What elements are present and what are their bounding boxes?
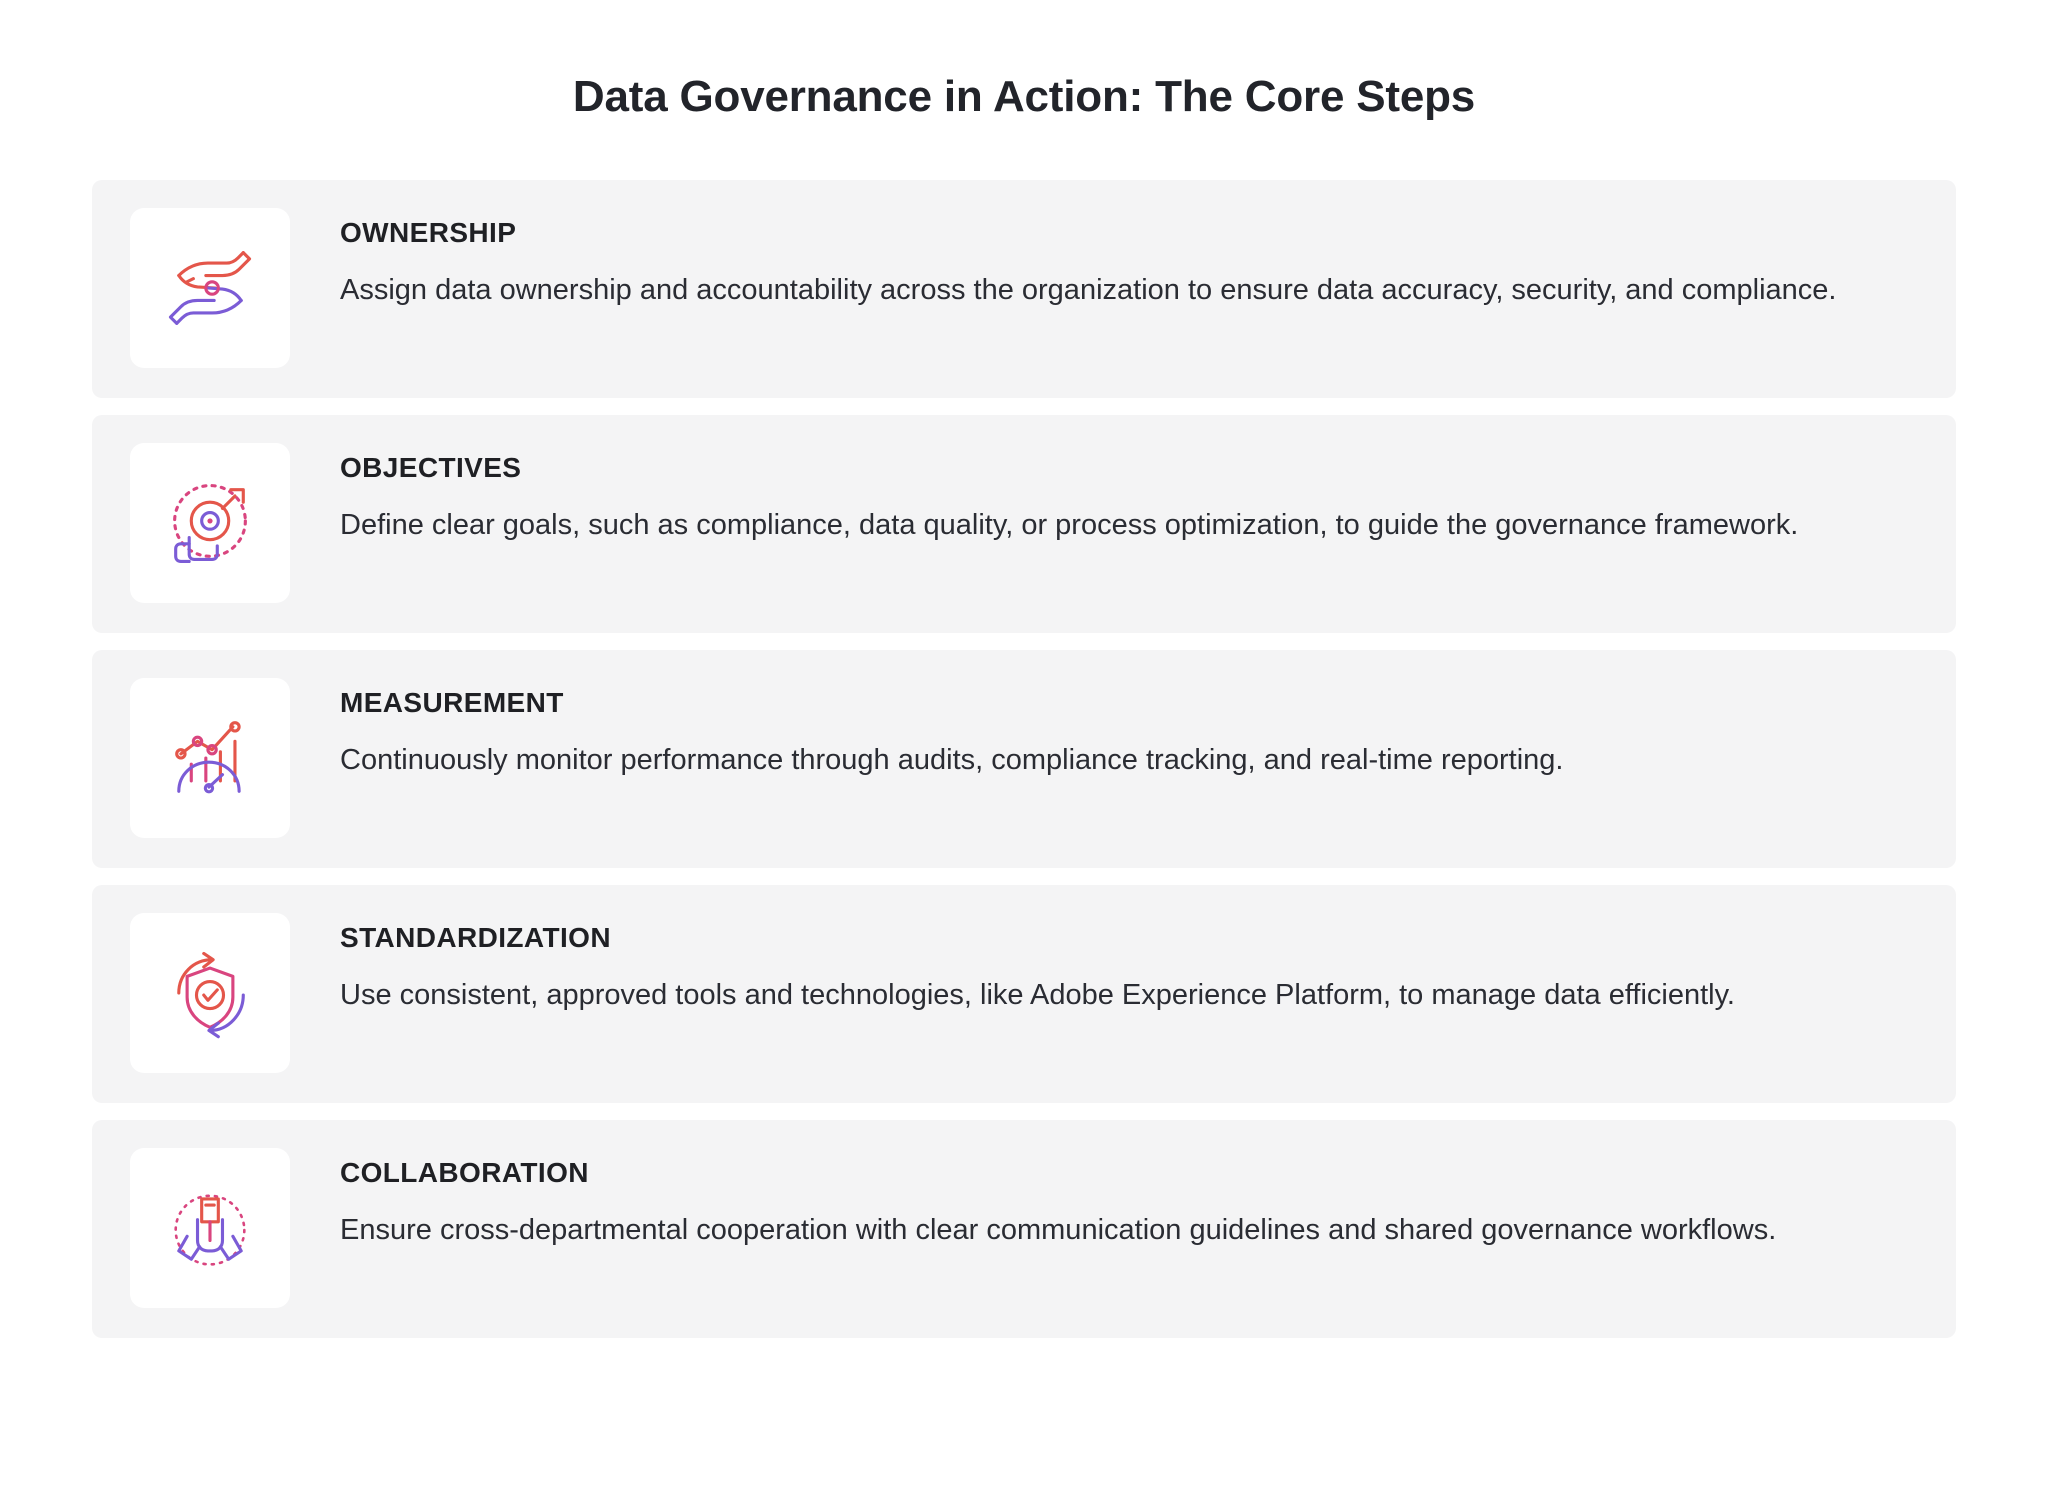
list-item <box>92 1120 1956 1338</box>
step-title: OBJECTIVES <box>340 452 522 483</box>
list-item <box>92 650 1956 868</box>
step-title: STANDARDIZATION <box>340 922 611 953</box>
shield-check-cycle-icon <box>130 913 290 1073</box>
list-item <box>92 415 1956 633</box>
target-goal-icon <box>130 443 290 603</box>
step-description: Continuously monitor performance through audits, compliance tracking, and real-time reporting. <box>340 743 1564 776</box>
steps-list <box>92 122 1956 1338</box>
step-text <box>340 208 1920 312</box>
step-title: MEASUREMENT <box>340 687 564 718</box>
clasped-hands-icon <box>130 1148 290 1308</box>
step-text <box>340 913 1920 1017</box>
step-text <box>340 1148 1920 1252</box>
step-title: OWNERSHIP <box>340 217 517 248</box>
page-title: Data Governance in Action: The Core Steps <box>572 72 1476 121</box>
step-description: Use consistent, approved tools and technologies, like Adobe Experience Platform, to manage data efficiently. <box>340 978 1735 1011</box>
step-title: COLLABORATION <box>340 1157 589 1188</box>
handshake-care-icon <box>130 208 290 368</box>
list-item <box>92 885 1956 1103</box>
chart-gauge-icon <box>130 678 290 838</box>
step-text <box>340 678 1920 782</box>
step-description: Ensure cross-departmental cooperation with clear communication guidelines and shared governance workflows. <box>340 1213 1777 1246</box>
step-description: Assign data ownership and accountability across the organization to ensure data accuracy, security, and compliance. <box>340 273 1837 306</box>
step-text <box>340 443 1920 547</box>
list-item <box>92 180 1956 398</box>
step-description: Define clear goals, such as compliance, data quality, or process optimization, to guide the governance framework. <box>340 508 1799 541</box>
